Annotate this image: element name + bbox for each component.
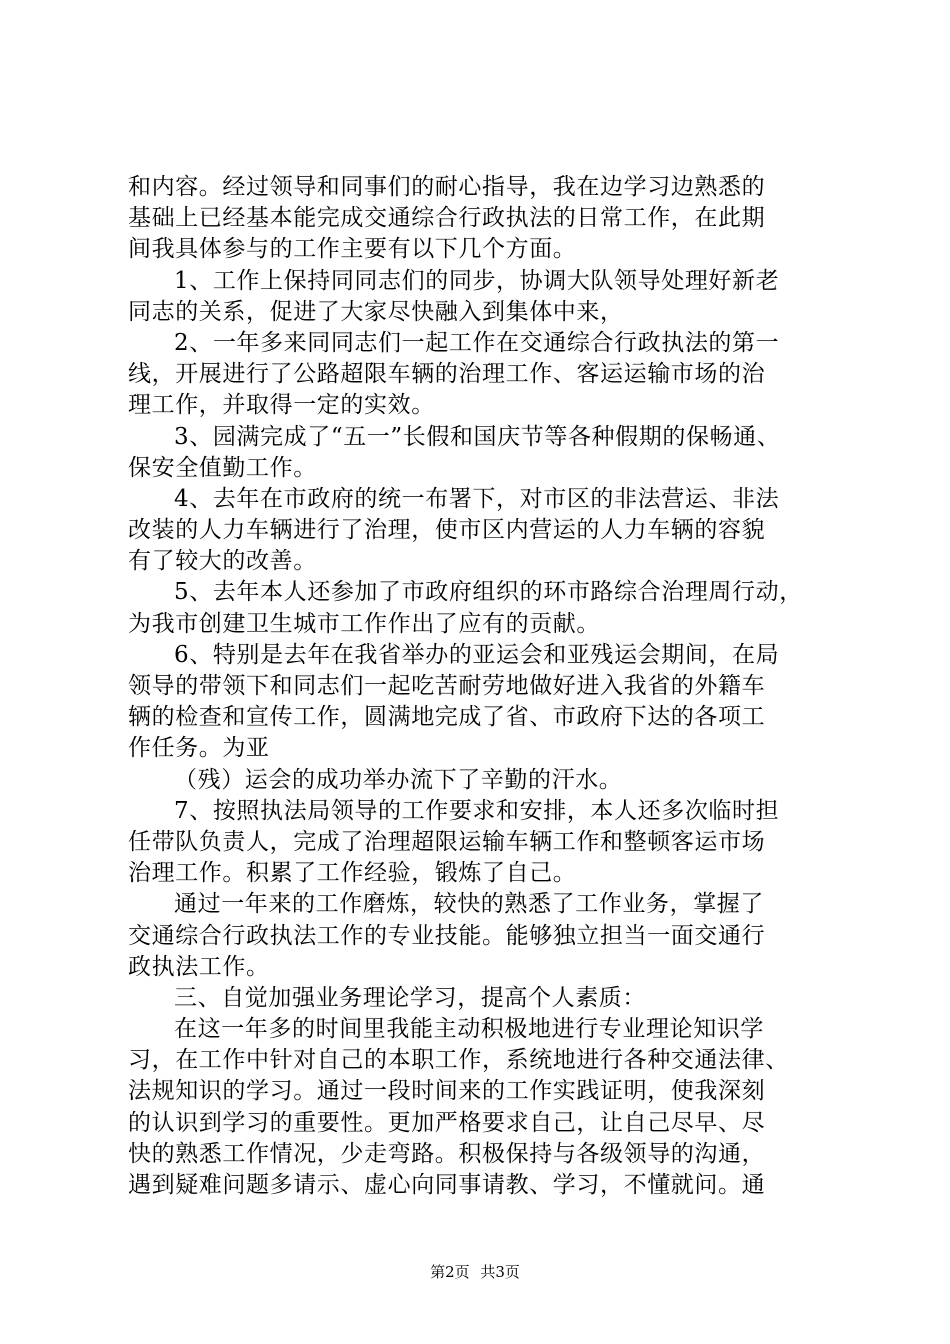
text-line: 6、特别是去年在我省举办的亚运会和亚残运会期间，在局	[174, 641, 780, 668]
text-line: 通过一年来的工作磨炼，较快的熟悉了工作业务，掌握了	[174, 891, 764, 918]
text-line: 保安全值勤工作。	[128, 454, 317, 481]
text-line: （残）运会的成功举办流下了辛勤的汗水。	[174, 766, 623, 793]
text-line: 5、去年本人还参加了市政府组织的环市路综合治理周行动，	[174, 579, 803, 606]
text-line: 作任务。为亚	[128, 735, 270, 762]
page-footer	[0, 1262, 950, 1282]
text-line: 政执法工作。	[128, 953, 270, 980]
text-line: 2、一年多来同同志们一起工作在交通综合行政执法的第一	[174, 329, 780, 356]
text-line: 线，开展进行了公路超限车辆的治理工作、客运运输市场的治	[128, 361, 766, 388]
text-line: 的认识到学习的重要性。更加严格要求自己，让自己尽早、尽	[128, 1109, 766, 1136]
text-line: 基础上已经基本能完成交通综合行政执法的日常工作，在此期	[128, 205, 766, 232]
text-line: 为我市创建卫生城市工作作出了应有的贡献。	[128, 610, 600, 637]
text-line: 间我具体参与的工作主要有以下几个方面。	[128, 236, 577, 263]
text-line: 任带队负责人，完成了治理超限运输车辆工作和整顿客运市场	[128, 828, 766, 855]
text-line: 交通综合行政执法工作的专业技能。能够独立担当一面交通行	[128, 922, 766, 949]
text-line: 遇到疑难问题多请示、虚心向同事请教、学习，不懂就问。通	[128, 1172, 766, 1198]
text-line: 3、园满完成了“五一”长假和国庆节等各种假期的保畅通、	[174, 423, 781, 450]
document-body	[128, 172, 828, 1201]
text-line: 领导的带领下和同志们一起吃苦耐劳地做好进入我省的外籍车	[128, 673, 766, 699]
text-line: 7、按照执法局领导的工作要求和安排，本人还多次临时担	[174, 797, 780, 824]
text-line: 改装的人力车辆进行了治理，使市区内营运的人力车辆的容貌	[128, 517, 766, 544]
text-line: 三、自觉加强业务理论学习，提高个人素质：	[174, 984, 646, 1011]
text-line: 有了较大的改善。	[128, 548, 317, 575]
text-line: 理工作，并取得一定的实效。	[128, 392, 435, 419]
text-line: 快的熟悉工作情况，少走弯路。积极保持与各级领导的沟通，	[128, 1140, 766, 1167]
text-line: 法规知识的学习。通过一段时间来的工作实践证明，使我深刻	[128, 1078, 766, 1105]
text-line: 1、工作上保持同同志们的同步，协调大队领导处理好新老	[174, 267, 780, 294]
page-total: 共3页	[480, 1263, 520, 1281]
text-line: 同志的关系，促进了大家尽快融入到集体中来，	[128, 298, 624, 325]
text-line: 辆的检查和宣传工作，圆满地完成了省、市政府下达的各项工	[128, 704, 766, 731]
text-line: 4、去年在市政府的统一布署下，对市区的非法营运、非法	[174, 485, 780, 512]
text-line: 习，在工作中针对自己的本职工作，系统地进行各种交通法律、	[128, 1047, 789, 1074]
page-number: 第2页	[430, 1263, 470, 1281]
text-line: 在这一年多的时间里我能主动积极地进行专业理论知识学	[174, 1016, 764, 1043]
text-line: 治理工作。积累了工作经验，锻炼了自己。	[128, 860, 577, 887]
text-line: 和内容。经过领导和同事们的耐心指导，我在边学习边熟悉的	[128, 174, 766, 200]
